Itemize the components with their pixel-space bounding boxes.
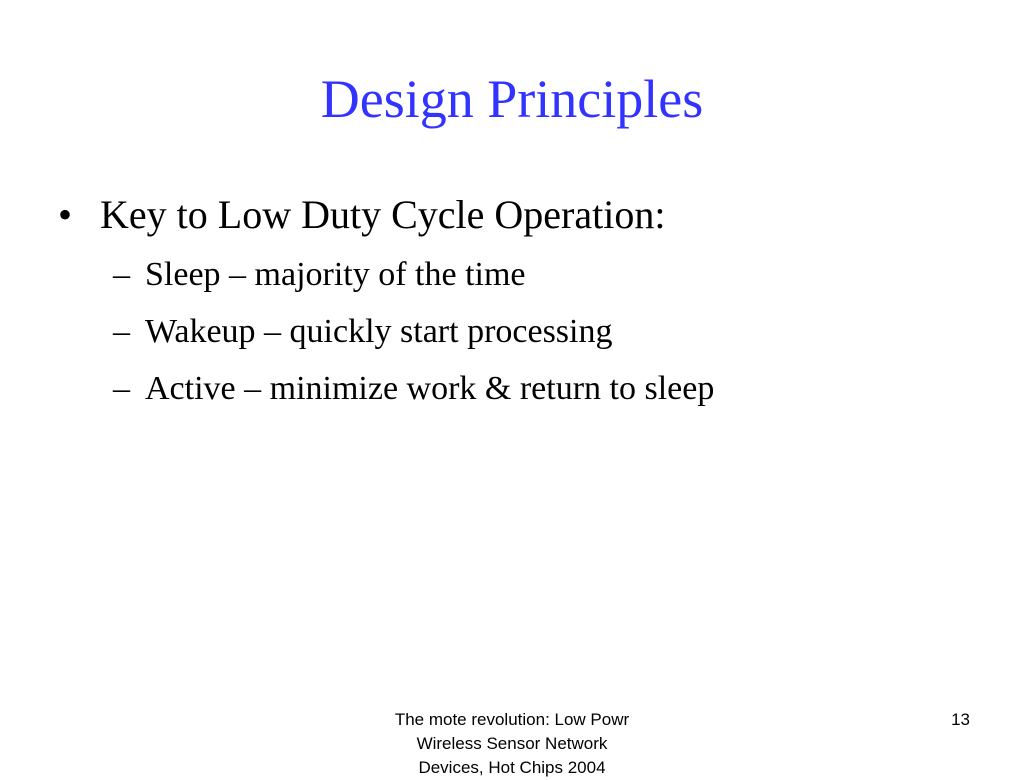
dash-marker: –: [113, 256, 130, 293]
sub-bullet-sleep: [113, 254, 526, 296]
sub-bullet-text: Active – minimize work & return to sleep: [145, 370, 715, 407]
sub-bullet-active: [113, 368, 714, 410]
dash-marker: –: [113, 370, 130, 407]
bullet-marker: •: [58, 192, 73, 237]
sub-bullet-text: Wakeup – quickly start processing: [145, 313, 613, 350]
dash-marker: –: [113, 313, 130, 350]
main-bullet-text: Key to Low Duty Cycle Operation:: [100, 192, 666, 237]
sub-bullet-text: Sleep – majority of the time: [145, 256, 526, 293]
footer-caption: The mote revolution: Low Powr Wireless Sensor Network Devices, Hot Chips 2004: [394, 710, 630, 777]
slide-title: Design Principles: [320, 69, 704, 129]
sub-bullet-wakeup: [113, 311, 612, 353]
main-bullet: [58, 190, 665, 240]
page-number: 13: [951, 710, 970, 729]
